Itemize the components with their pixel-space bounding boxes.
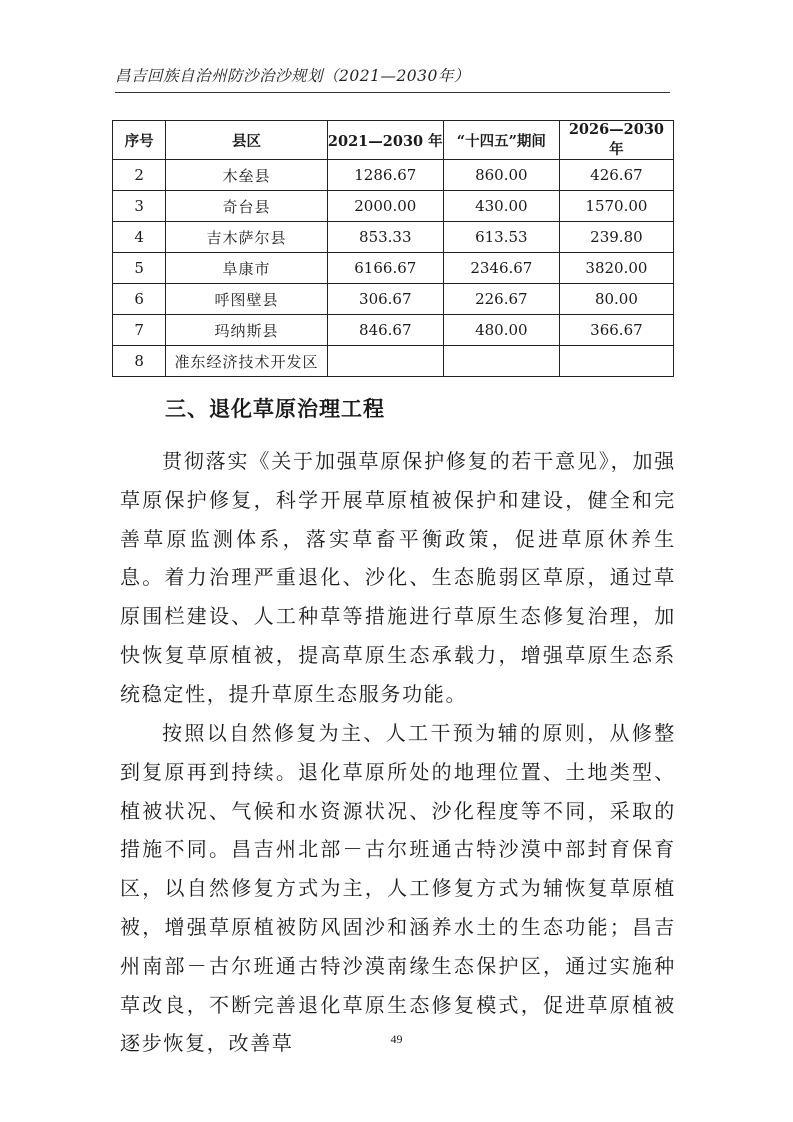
cell-14th-five-year bbox=[443, 346, 559, 377]
header-divider bbox=[115, 92, 670, 93]
cell-number: 5 bbox=[113, 253, 166, 284]
cell-2026-2030: 366.67 bbox=[559, 315, 673, 346]
cell-2021-2030: 846.67 bbox=[327, 315, 443, 346]
cell-14th-five-year: 613.53 bbox=[443, 222, 559, 253]
cell-14th-five-year: 480.00 bbox=[443, 315, 559, 346]
column-header-county: 县区 bbox=[166, 121, 327, 160]
column-header-number: 序号 bbox=[113, 121, 166, 160]
cell-14th-five-year: 860.00 bbox=[443, 160, 559, 191]
cell-number: 7 bbox=[113, 315, 166, 346]
cell-number: 8 bbox=[113, 346, 166, 377]
cell-14th-five-year: 226.67 bbox=[443, 284, 559, 315]
cell-2026-2030: 80.00 bbox=[559, 284, 673, 315]
table-row bbox=[113, 346, 674, 377]
table-header-row bbox=[113, 121, 674, 160]
cell-county: 准东经济技术开发区 bbox=[166, 346, 327, 377]
column-header-14th-five-year: “十四五”期间 bbox=[443, 121, 559, 160]
cell-county: 吉木萨尔县 bbox=[166, 222, 327, 253]
body-paragraph: 贯彻落实《关于加强草原保护修复的若干意见》，加强草原保护修复，科学开展草原植被保护和建设，健全和完善草原监测体系，落实草畜平衡政策，促进草原休养生息。着力治理严重退化、沙化、生态脆弱区草原，通过草原围栏建设、人工种草等措施进行草原生态修复治理，加快恢复草原植被，提高草原生态承载力，增强草原生态系统稳定性，提升草原生态服务功能。 bbox=[120, 449, 676, 706]
cell-number: 3 bbox=[113, 191, 166, 222]
table-row bbox=[113, 284, 674, 315]
cell-2021-2030: 306.67 bbox=[327, 284, 443, 315]
table-row bbox=[113, 315, 674, 346]
cell-2026-2030: 239.80 bbox=[559, 222, 673, 253]
cell-number: 6 bbox=[113, 284, 166, 315]
cell-county: 玛纳斯县 bbox=[166, 315, 327, 346]
cell-county: 奇台县 bbox=[166, 191, 327, 222]
cell-2026-2030 bbox=[559, 346, 673, 377]
column-header-2021-2030: 2021—2030 年 bbox=[327, 121, 443, 160]
table-row bbox=[113, 222, 674, 253]
cell-2021-2030: 6166.67 bbox=[327, 253, 443, 284]
cell-county: 呼图壁县 bbox=[166, 284, 327, 315]
cell-number: 2 bbox=[113, 160, 166, 191]
cell-2026-2030: 426.67 bbox=[559, 160, 673, 191]
cell-county: 木垒县 bbox=[166, 160, 327, 191]
running-header bbox=[115, 66, 670, 92]
cell-2026-2030: 1570.00 bbox=[559, 191, 673, 222]
cell-2021-2030: 2000.00 bbox=[327, 191, 443, 222]
cell-number: 4 bbox=[113, 222, 166, 253]
cell-2021-2030: 853.33 bbox=[327, 222, 443, 253]
cell-2021-2030 bbox=[327, 346, 443, 377]
table-row bbox=[113, 191, 674, 222]
cell-2026-2030: 3820.00 bbox=[559, 253, 673, 284]
body-paragraph: 按照以自然修复为主、人工干预为辅的原则，从修整到复原再到持续。退化草原所处的地理位置、土地类型、植被状况、气候和水资源状况、沙化程度等不同，采取的措施不同。昌吉州北部－古尔班通古特沙漠中部封育保育区，以自然修复方式为主，人工修复方式为辅恢复草原植被，增强草原植被防风固沙和涵养水土的生态功能；昌吉州南部－古尔班通古特沙漠南缘生态保护区，通过实施种草改良，不断完善退化草原生态修复模式，促进草原植被逐步恢复，改善草 bbox=[120, 721, 676, 1056]
cell-14th-five-year: 2346.67 bbox=[443, 253, 559, 284]
section-heading: 三、退化草原治理工程 bbox=[165, 397, 385, 421]
cell-2021-2030: 1286.67 bbox=[327, 160, 443, 191]
document-title: 昌吉回族自治州防沙治沙规划（2021—2030年） bbox=[115, 67, 470, 85]
page-number: 49 bbox=[390, 1032, 403, 1046]
cell-county: 阜康市 bbox=[166, 253, 327, 284]
table-row bbox=[113, 253, 674, 284]
column-header-2026-2030: 2026—2030 年 bbox=[559, 121, 673, 160]
table-row bbox=[113, 160, 674, 191]
cell-14th-five-year: 430.00 bbox=[443, 191, 559, 222]
county-area-table bbox=[112, 120, 674, 377]
